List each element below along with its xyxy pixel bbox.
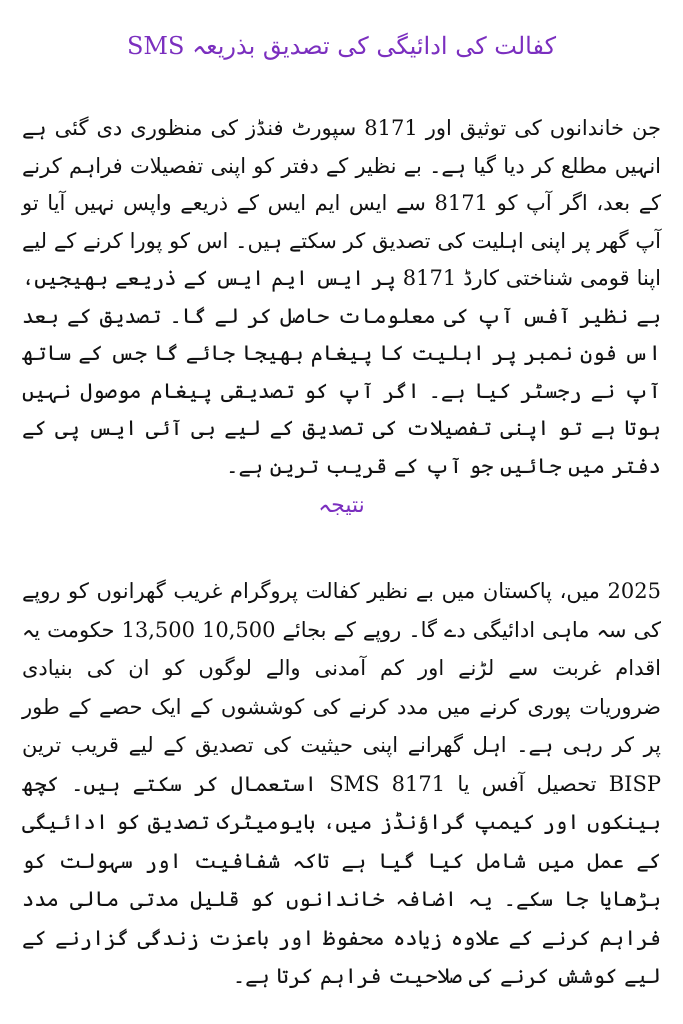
conclusion-paragraph: 2025 میں، پاکستان میں بے نظیر کفالت پروگرام غریب گھرانوں کو روپے کی سہ ماہی ادائیگی دے گا۔ روپے کے بجائے 10,500 13,500 حکومت یہ اقدام غربت سے لڑنے اور کم آمدنی والے لوگوں کو ان کی بنیادی ضروریات پوری کرنے میں مدد کرنے کی کوششوں کے ایک حصے کے طور پر کر رہی ہے۔ اہل گھرانے اپنی حیثیت کی تصدیق کے لیے قریب ترین BISP تحصیل آفس یا SMS 8171 استعمال کر سکتے ہیں۔ کچھ بینکوں اور کیمپ گراؤنڈز میں، بایومیٹرک تصدیق کو ادائیگی کے عمل میں شامل کیا گیا ہے تاکہ شفافیت اور سہولت کو بڑھایا جا سکے۔ یہ اضافہ خاندانوں کو قلیل مدتی مالی مدد فراہم کرنے کے علاوہ زیادہ محفوظ اور باعزت زندگی گزارنے کے لیے کوشش کرنے کی صلاحیت فراہم کرتا ہے۔ — [22, 579, 661, 988]
intro-paragraph: جن خاندانوں کی توثیق اور 8171 سپورٹ فنڈز کی منظوری دی گئی ہے انہیں مطلع کر دیا گیا ہے۔ بے نظیر کے دفتر کو اپنی تفصیلات فراہم کرنے کے بعد، اگر آپ کو 8171 سے ایس ایم ایس کے ذریعے واپس نہیں آیا تو آپ گھر پر اپنی اہلیت کی تصدیق کر سکتے ہیں۔ اس کو پورا کرنے کے لیے اپنا قومی شناختی کارڈ 8171 پر ایس ایم ایس کے ذریعے بھیجیں، بے نظیر آفس آپ کی معلومات حاصل کر لے گا۔ تصدیق کے بعد اس فون نمبر پر اہلیت کا پیغام بھیجا جائے گا جس کے ساتھ آپ نے رجسٹر کیا ہے۔ اگر آپ کو تصدیقی پیغام موصول نہیں ہوتا ہے تو اپنی تفصیلات کی تصدیق کے لیے بی آئی ایس پی کے دفتر میں جائیں جو آپ کے قریب ترین ہے۔ — [22, 116, 662, 478]
page-title: کفالت کی ادائیگی کی تصدیق بذریعہ SMS — [126, 32, 557, 60]
conclusion-heading: نتیجہ — [318, 493, 365, 518]
